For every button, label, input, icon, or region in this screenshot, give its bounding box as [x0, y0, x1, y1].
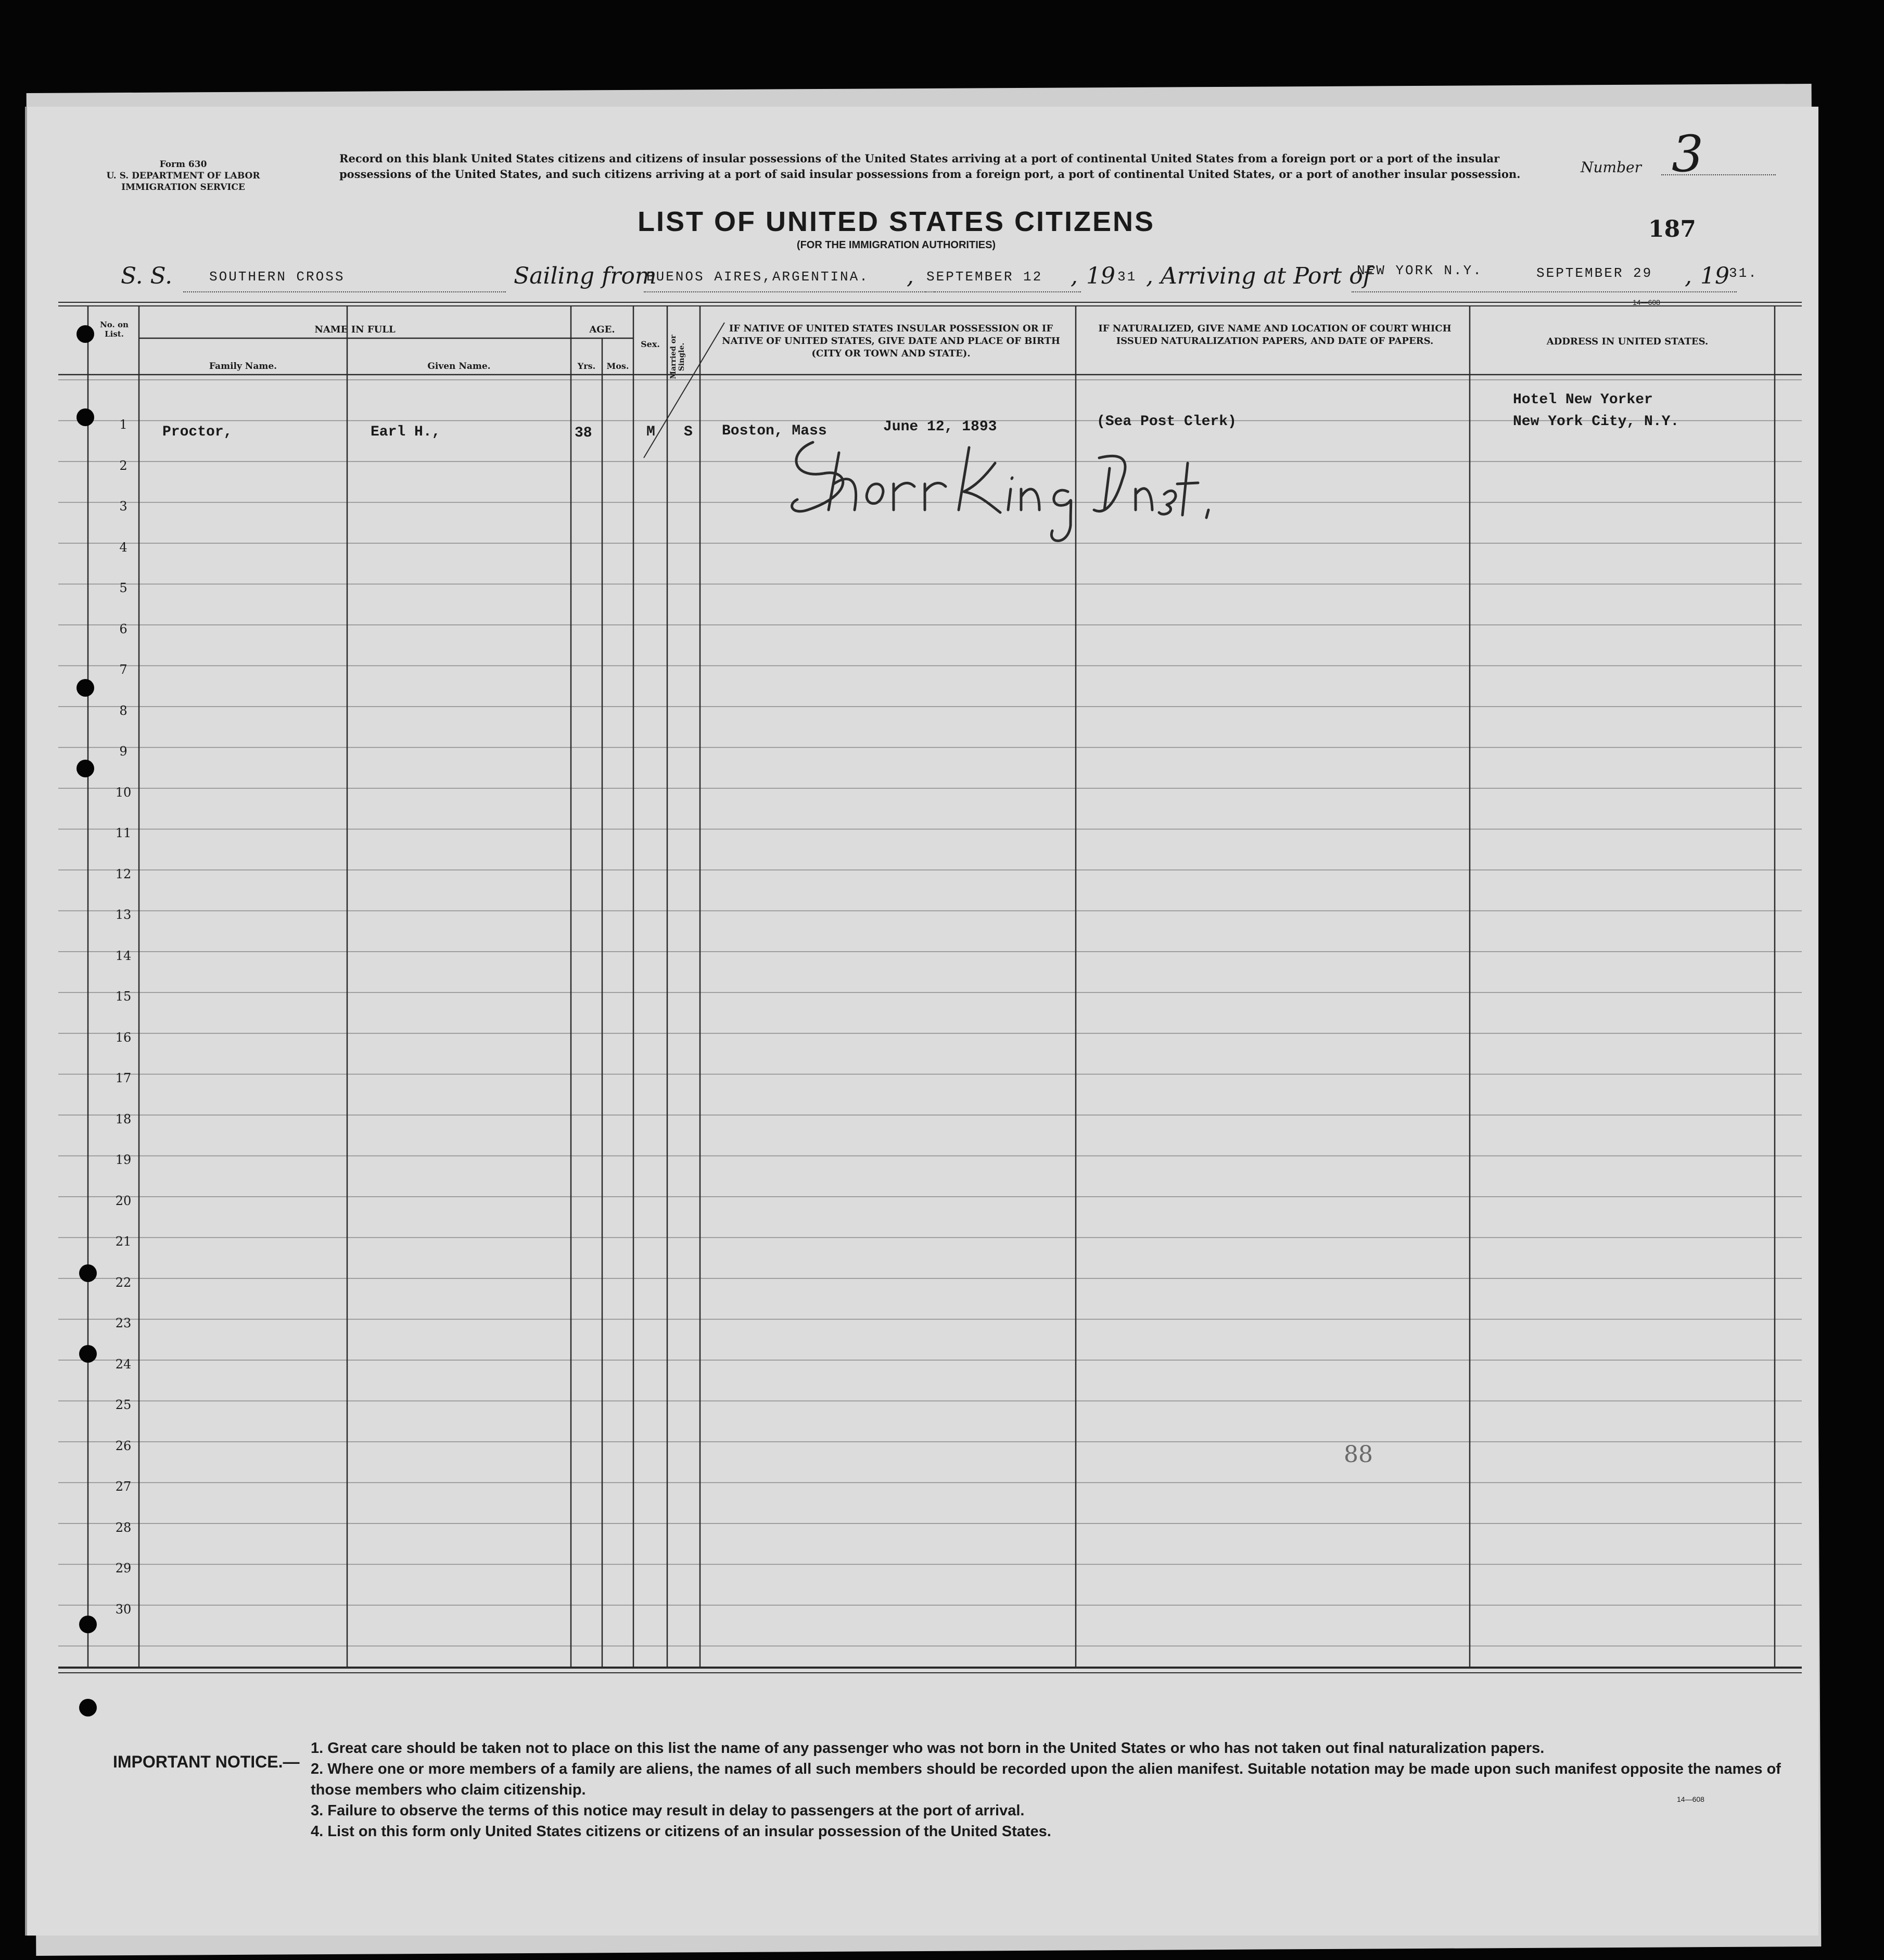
- arrival-port: NEW YORK N.Y.: [1357, 263, 1483, 278]
- ship-line: [183, 291, 506, 292]
- header-married-single: Married or Single.: [669, 335, 686, 379]
- pencil-notation: 88: [1344, 1441, 1373, 1468]
- punch-hole: [79, 1699, 97, 1716]
- arriving-label: , Arriving at Port of: [1146, 263, 1371, 289]
- row-number: 27: [115, 1479, 132, 1494]
- row-number: 22: [115, 1275, 132, 1290]
- row-number: 4: [119, 540, 128, 555]
- entry-address-line1: Hotel New Yorker: [1513, 392, 1653, 408]
- row-number: 8: [119, 703, 128, 718]
- row-number: 11: [115, 826, 132, 840]
- from-line: [644, 291, 935, 292]
- row-number: 12: [115, 866, 132, 881]
- port-line: [1352, 291, 1737, 292]
- entry-sex: M: [646, 424, 655, 440]
- department-name: U. S. DEPARTMENT OF LABOR: [106, 171, 260, 181]
- important-notice-heading: IMPORTANT NOTICE.—: [113, 1752, 300, 1771]
- entry-birth-date: June 12, 1893: [883, 419, 997, 435]
- entry-address-line2: New York City, N.Y.: [1513, 414, 1679, 430]
- comma-2: ,: [1071, 263, 1078, 289]
- entry-given-name: Earl H.,: [371, 424, 441, 440]
- punch-hole: [79, 1345, 97, 1363]
- year-prefix-1: 19: [1086, 263, 1115, 289]
- row-number: 6: [119, 621, 128, 636]
- row-number: 25: [115, 1398, 132, 1412]
- punch-hole: [77, 408, 94, 426]
- header-family-name: Family Name.: [209, 361, 277, 371]
- manifest-page: [25, 107, 1818, 1936]
- form-instructions: Record on this blank United States citizens and citizens of insular possessions of the United States arriving at a port of continental United States from a foreign port or a port of the insular possessions of the United States, and such citizens arriving at a port of said insular possessions from a foreign port, a port of continental United States, or a port of another insular possession.: [339, 152, 1521, 181]
- row-number: 30: [115, 1602, 132, 1617]
- row-number: 10: [115, 785, 132, 800]
- row-number: 7: [119, 662, 128, 677]
- header-sex: Sex.: [641, 339, 660, 349]
- ship-name: SOUTHERN CROSS: [209, 269, 345, 285]
- notice-item-4: 4. List on this form only United States citizens or citizens of an insular possession of the United States.: [311, 1823, 1051, 1840]
- inspector-signature: [776, 432, 1245, 552]
- row-number: 17: [115, 1071, 132, 1085]
- punch-hole: [77, 679, 94, 697]
- row-number: 13: [115, 907, 132, 922]
- entry-naturalization: (Sea Post Clerk): [1097, 414, 1237, 430]
- sailing-label: Sailing from: [514, 263, 657, 289]
- punch-hole: [79, 1264, 97, 1282]
- punch-hole: [77, 325, 94, 343]
- row-number: 5: [119, 581, 128, 595]
- header-age: AGE.: [589, 324, 615, 335]
- service-name: IMMIGRATION SERVICE: [121, 182, 245, 193]
- year-suffix-2: 31.: [1729, 265, 1758, 281]
- row-number: 24: [115, 1356, 132, 1372]
- header-no: No. on List.: [100, 320, 129, 339]
- row-number: 15: [115, 989, 132, 1004]
- number-label: Number: [1581, 159, 1641, 176]
- page-subtitle: (FOR THE IMMIGRATION AUTHORITIES): [796, 239, 996, 251]
- page-title: LIST OF UNITED STATES CITIZENS: [638, 206, 1155, 237]
- header-native-birth: IF NATIVE OF UNITED STATES INSULAR POSSESSION OR IF NATIVE OF UNITED STATES, GIVE DATE AND PLACE OF BIRTH (CITY OR TOWN AND STATE).: [722, 323, 1060, 359]
- date-line: [925, 291, 1081, 292]
- header-mos: Mos.: [606, 361, 629, 371]
- row-number: 28: [115, 1520, 132, 1535]
- row-number: 14: [115, 948, 132, 963]
- notice-item-2: 2. Where one or more members of a family are aliens, the names of all such members should be recorded upon the alien manifest. Suitable notation may be made upon such manifest opposite the names of those members who claim citizenship.: [311, 1761, 1781, 1798]
- row-number: 18: [115, 1111, 132, 1126]
- row-number: 19: [115, 1152, 132, 1167]
- row-number: 16: [115, 1030, 132, 1045]
- row-number: 26: [115, 1438, 132, 1453]
- row-number: 20: [115, 1193, 132, 1208]
- sailing-date: SEPTEMBER 12: [926, 269, 1043, 285]
- punch-hole: [77, 760, 94, 777]
- header-address: ADDRESS IN UNITED STATES.: [1546, 336, 1709, 347]
- notice-item-1: 1. Great care should be taken not to place on this list the name of any passenger who was not born in the United States or who has not taken out final naturalization papers.: [311, 1740, 1545, 1757]
- row-number: 2: [119, 458, 128, 473]
- year-suffix-1: 31: [1117, 269, 1137, 285]
- row-number: 1: [119, 417, 128, 432]
- notice-item-3: 3. Failure to observe the terms of this notice may result in delay to passengers at the port of arrival.: [311, 1802, 1025, 1819]
- entry-birth-place: Boston, Mass: [722, 423, 827, 439]
- header-naturalized: IF NATURALIZED, GIVE NAME AND LOCATION OF COURT WHICH ISSUED NATURALIZATION PAPERS, AND DATE OF PAPERS.: [1098, 323, 1452, 347]
- form-number: Form 630: [159, 159, 207, 170]
- row-number: 23: [115, 1316, 132, 1330]
- ss-label: S. S.: [121, 263, 173, 289]
- row-number: 29: [115, 1561, 132, 1575]
- row-number: 21: [115, 1234, 132, 1249]
- row-number: 9: [119, 744, 128, 759]
- entry-age-years: 38: [575, 425, 592, 441]
- form-identifier: [105, 159, 261, 193]
- header-name-in-full: NAME IN FULL: [314, 324, 396, 335]
- punch-hole: [79, 1616, 97, 1633]
- header-given-name: Given Name.: [427, 361, 491, 371]
- arrival-date: SEPTEMBER 29: [1536, 265, 1653, 281]
- page-number: 187: [1648, 216, 1696, 242]
- print-code-bottom: 14—608: [1677, 1795, 1704, 1803]
- sailing-from-port: BUENOS AIRES,ARGENTINA.: [646, 269, 869, 285]
- row-number: 3: [119, 499, 128, 514]
- entry-family-name: Proctor,: [162, 424, 233, 440]
- year-prefix-2: 19: [1700, 263, 1729, 289]
- header-yrs: Yrs.: [577, 361, 596, 371]
- list-number: 3: [1672, 125, 1704, 183]
- comma-3: ,: [1685, 263, 1692, 289]
- entry-marital-status: S: [684, 424, 693, 440]
- print-code-top: 14—608: [1633, 298, 1660, 306]
- comma-1: ,: [907, 263, 914, 289]
